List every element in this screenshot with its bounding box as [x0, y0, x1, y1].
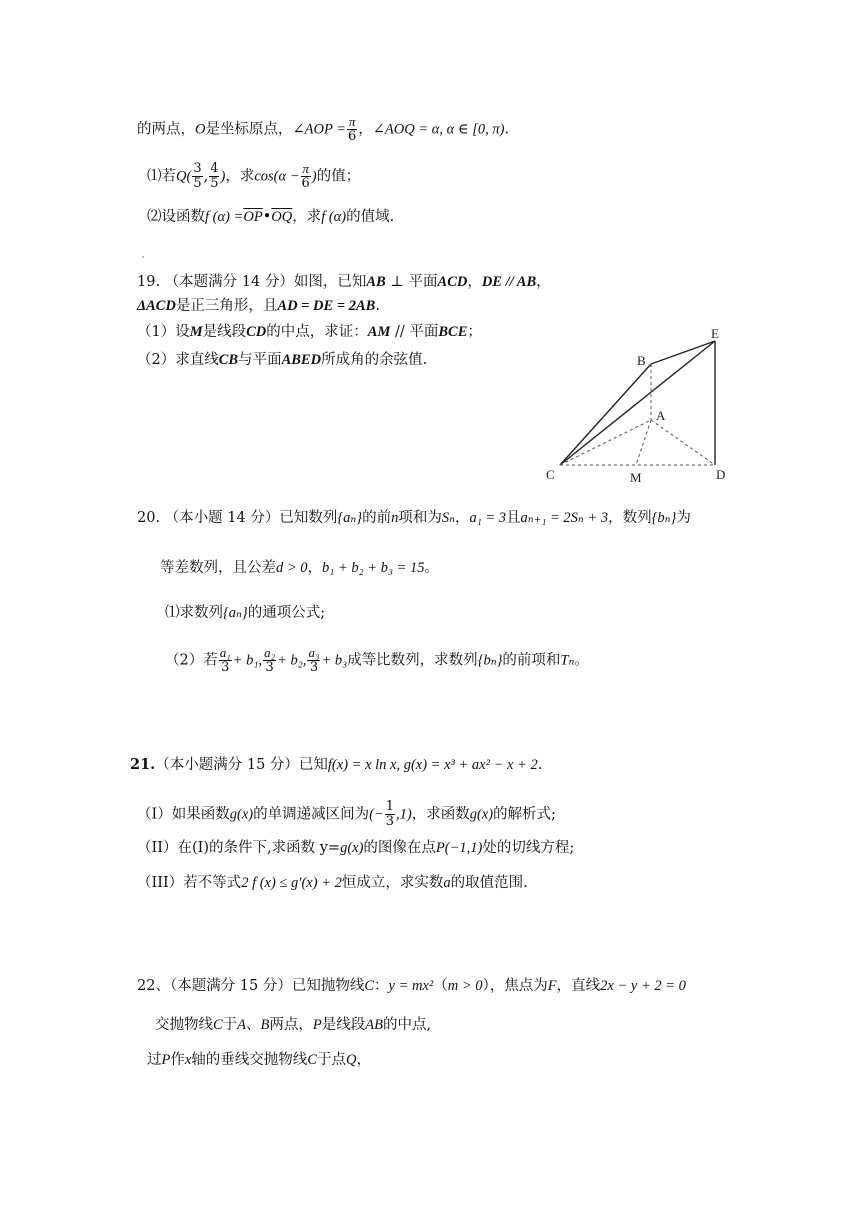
math-angle-aoq: ∠AOQ = α, α ∈ [0, π) — [372, 121, 505, 138]
fraction-pi-6: $\frac{\pi}{6}$ — [301, 161, 310, 191]
q19-line-3: （1）设M是线段CD的中点，求证：AM // 平面BCE； — [137, 324, 482, 340]
label-B: B — [637, 353, 646, 368]
q18-line-2: ⑴若Q( $\frac{3}{5}$ , $\frac{4}{5}$ )，求cos(α − $\frac{\pi}{6}$ )的值； — [147, 161, 361, 191]
text: 的两点， — [137, 121, 195, 138]
math-angle-aop: ∠AOP = — [292, 121, 346, 138]
q20-line-1: 20. （本小题 14 分）已知数列{aₙ}的前n项和为Sₙ，a₁ = 3且aₙ₊₁ = 2Sₙ + 3，数列{bₙ}为 — [137, 510, 691, 526]
stray-dot — [142, 256, 144, 258]
label-D: D — [716, 467, 726, 482]
edge-AD — [651, 420, 715, 465]
math-O: O — [195, 121, 206, 138]
edge-CB — [560, 364, 651, 465]
vector-OP: $\overline{OP}$ — [243, 209, 263, 225]
math-f-alpha: f (α) = — [205, 209, 244, 225]
q19-line-1: 19. （本题满分 14 分）如图，已知AB ⊥ 平面ACD，DE // AB， — [137, 274, 551, 290]
q22-line-3: 过P作x轴的垂线交抛物线C于点Q， — [147, 1052, 371, 1068]
q22-line-1: 22、（本题满分 15 分）已知抛物线C：y = mx²（m > 0），焦点为F，直线2x − y + 2 = 0 — [137, 978, 686, 994]
label-M: M — [630, 470, 642, 485]
pyramid-figure — [540, 322, 740, 488]
math-Q: Q( — [176, 168, 192, 185]
q20-line-4: （2）若 $\frac{\text{a₁}}{3}$ + b₁, $\frac{\text{a₂}}{3}$ + b₂, $\frac{\text{a₃}}{3}$ + b₃成等比数列，求数列{bₙ}的前项和Tₙ。 — [165, 645, 589, 675]
label-A: A — [656, 408, 666, 423]
label-C: C — [546, 467, 555, 482]
q18-line-1: 的两点，O是坐标原点，∠AOP = $\frac{\pi}{6}$ ，∠AOQ = α, α ∈ [0, π). — [137, 114, 510, 144]
edge-CA — [560, 420, 651, 465]
q20-line-2: 等差数列，且公差d > 0，b₁ + b₂ + b₃ = 15。 — [160, 560, 440, 576]
math-cos: cos(α − — [254, 168, 300, 185]
fraction-4-5: $\frac{4}{5}$ — [210, 161, 219, 191]
q22-line-2: 交抛物线C于A、B两点，P是线段AB的中点, — [155, 1017, 432, 1033]
q18-line-3: ⑵设函数f $(\alpha) =\overline{OP}•\overline{OQ}$，求f (α)的值域. — [147, 209, 395, 225]
q19-line-2: ΔACD是正三角形，且AD = DE = 2AB. — [137, 298, 380, 314]
q20-line-3: ⑴求数列{aₙ}的通项公式; — [165, 605, 326, 621]
q19-line-4: （2）求直线CB与平面ABED所成角的余弦值. — [137, 352, 428, 368]
text: 是坐标原点， — [205, 121, 293, 138]
fraction-pi-6: $\frac{\pi}{6}$ — [347, 114, 357, 144]
edge-BE — [651, 341, 715, 364]
label-E: E — [711, 326, 719, 341]
vector-OQ: $\overline{OQ}$ — [271, 209, 293, 225]
q21-line-2: （I）如果函数g(x)的单调递减区间为(− $\frac{1}{3}$ ,1)，求函数g(x)的解析式; — [137, 799, 556, 829]
fraction-3-5: $\frac{3}{5}$ — [193, 161, 202, 191]
q21-line-4: （III）若不等式2 f (x) ≤ g′(x) + 2恒成立，求实数a的取值范围. — [137, 875, 528, 891]
q21-line-3: （II）在(Ⅰ)的条件下,求函数 y=g(x)的图像在点P(−1,1)处的切线方程; — [137, 840, 575, 856]
q21-line-1: 21.（本小题满分 15 分）已知f(x) = x ln x, g(x) = x³ + ax² − x + 2. — [130, 756, 543, 773]
edge-AM — [636, 420, 651, 465]
